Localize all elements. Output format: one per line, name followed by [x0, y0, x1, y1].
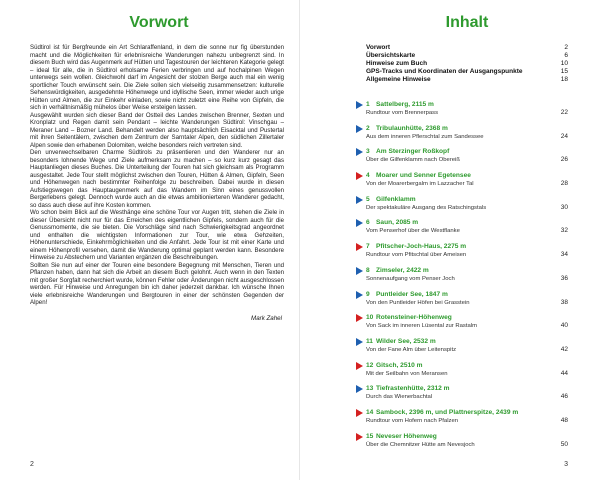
- toc-entry-detail: [366, 322, 568, 330]
- toc-entry-title: Moarer und Senner Egetensee: [376, 172, 471, 180]
- toc-entry-heading: [366, 242, 568, 251]
- toc-entry-title: Neveser Höhenweg: [376, 432, 437, 440]
- toc-entry-page: 24: [560, 132, 568, 140]
- toc-entry-number: 1: [366, 101, 370, 108]
- toc-entry-heading: [366, 124, 568, 133]
- toc-entry-detail: [366, 393, 568, 401]
- toc-entry-number: 2: [366, 124, 370, 132]
- toc-entry-heading: [366, 290, 568, 299]
- toc-entry-subtitle: Von den Puntleider Höfen bei Grasstein: [366, 299, 470, 306]
- tour-list: [366, 100, 568, 455]
- blue-triangle-icon: [356, 338, 363, 346]
- toc-entry-title: Pfitscher-Joch-Haus, 2275 m: [376, 243, 467, 251]
- front-matter-label: Hinweise zum Buch: [366, 60, 428, 67]
- toc-entry-heading: [366, 408, 568, 417]
- toc-entry-subtitle: Sonnenaufgang vom Penser Joch: [366, 275, 455, 282]
- toc-entry-subtitle: Der spektakuläre Ausgang des Ratschingstals: [366, 204, 487, 211]
- toc-entry-page: 44: [560, 369, 568, 377]
- toc-entry-heading: [366, 266, 568, 275]
- toc-entry-page: 42: [560, 345, 568, 353]
- front-matter-label: GPS-Tracks und Koordinaten der Ausgangspunkte: [366, 68, 523, 75]
- red-triangle-icon: [356, 433, 363, 441]
- toc-entry-page: 28: [560, 180, 568, 188]
- red-triangle-icon: [356, 243, 363, 251]
- toc-entry-detail: [366, 417, 568, 425]
- toc-entry-heading: [366, 313, 568, 322]
- blue-triangle-icon: [356, 196, 363, 204]
- toc-entry-page: 36: [560, 274, 568, 282]
- toc-entry[interactable]: [366, 432, 568, 456]
- toc-entry-detail: [366, 275, 568, 283]
- toc-entry-detail: [366, 227, 568, 235]
- foreword-paragraph: Südtirol ist für Bergfreunde ein Art Schlaraffenland, in dem die sonne nur fig überstunden macht und die Möglichkeiten für erlebnisreiche Wanderungen nahezu unbegrenzt sind. In diesem Buch wird das Augenmerk auf Hütten und Tagestouren der leichteren Kategorie gelegt – ideal für alle, die in Südtirol erholsame Ferien verbringen und auf hochalpinen Wegen unterwegs sein wollen. Gleichwohl darf im Angesicht der stolzen Berge auch mal ein wenig sportlicher Touch erwünscht sein. Die Ziele sollen sich vielseitig zusammensetzen: kulturelle Sehenswürdigkeiten, ausgedehnte Höhenwege und idyllische Seen, immer wieder auch urige Hütten und Almen, die zur Einkehr einladen, sowie nicht zuletzt eine Reihe von Gipfeln, die sich in verhältnismäßig mühelos über Weise ersteigen lassen.: [30, 44, 284, 111]
- front-matter-page: 6: [564, 52, 568, 59]
- toc-entry-number: 9: [366, 290, 370, 298]
- blue-triangle-icon: [356, 101, 363, 109]
- toc-entry-detail: [366, 299, 568, 307]
- front-matter-page: 10: [560, 60, 568, 67]
- toc-entry-number: 7: [366, 243, 370, 251]
- toc-entry-page: 26: [560, 156, 568, 164]
- toc-entry-subtitle: Durch das Wienerbachtal: [366, 394, 433, 401]
- toc-entry-detail: [366, 251, 568, 259]
- toc-entry-subtitle: Über die Chemnitzer Hütte am Nevesjoch: [366, 441, 475, 448]
- red-triangle-icon: [356, 409, 363, 417]
- toc-entry-page: 40: [560, 322, 568, 330]
- toc-entry-title: Sambock, 2396 m, und Plattnerspitze, 2439 m: [376, 408, 519, 416]
- blue-triangle-icon: [356, 219, 363, 227]
- front-matter-item[interactable]: [366, 68, 568, 76]
- front-matter-page: 2: [564, 44, 568, 51]
- toc-entry-subtitle: Rundtour vom Hofern nach Pfalzen: [366, 417, 459, 424]
- toc-entry[interactable]: [366, 124, 568, 148]
- toc-entry-heading: [366, 218, 568, 227]
- toc-entry-number: 12: [366, 361, 374, 369]
- toc-entry-title: Tribulaunhütte, 2368 m: [376, 124, 448, 132]
- toc-entry[interactable]: [366, 290, 568, 314]
- toc-entry-detail: [366, 156, 568, 164]
- toc-entry[interactable]: [366, 408, 568, 432]
- toc-entry-detail: [366, 441, 568, 449]
- front-matter-item[interactable]: [366, 52, 568, 60]
- toc-entry-subtitle: Über die Gilfenklamm nach Obereiß: [366, 157, 460, 164]
- page-title: Vorwort: [129, 14, 189, 31]
- toc-entry-title: Wilder See, 2532 m: [376, 337, 436, 345]
- toc-entry-number: 15: [366, 432, 374, 440]
- foreword-paragraph: Wo schon beim Blick auf die Westhänge eine schöne Tour vor Augen tritt, stehen die Ziele in dieser Übersicht nicht nur für das Erreichen des eigentlichen Gipfels, sondern auch für die Genussmomente, die sie bieten. Die Vorschläge sind nach Schwierigkeitsgrad angeordnet und enthalten die wichtigsten Informationen zur Tour, wie etwa Gehzeiten, Höhenunterschiede, Einkehrmöglichkeiten und die Anfahrt. Jede Tour ist mit einer Karte und einem Höhenprofil versehen, damit die Wanderung optimal geplant werden kann. Besondere Hinweise zu Abstechern und Varianten ergänzen die Beschreibungen.: [30, 209, 284, 261]
- page-title: Inhalt: [445, 14, 489, 31]
- toc-entry-title: Gitsch, 2510 m: [376, 361, 423, 369]
- toc-entry-heading: [366, 384, 568, 393]
- blue-triangle-icon: [356, 125, 363, 133]
- toc-entry-title: Saun, 2085 m: [376, 219, 419, 227]
- red-triangle-icon: [356, 362, 363, 370]
- toc-entry-page: 32: [560, 227, 568, 235]
- blue-triangle-icon: [356, 148, 363, 156]
- red-triangle-icon: [356, 314, 363, 322]
- toc-entry[interactable]: [366, 242, 568, 266]
- page-number-left: 2: [30, 461, 34, 468]
- toc-entry[interactable]: [366, 195, 568, 219]
- front-matter-item[interactable]: [366, 60, 568, 68]
- front-matter-item[interactable]: [366, 44, 568, 52]
- toc-entry-title: Sattelberg, 2115 m: [376, 101, 434, 108]
- toc-entry-heading: [366, 361, 568, 370]
- toc-entry[interactable]: [366, 171, 568, 195]
- right-page: [300, 0, 600, 480]
- toc-entry-title: Tiefrastenhütte, 2312 m: [376, 385, 450, 393]
- toc-entry-number: 6: [366, 219, 370, 227]
- toc-entry[interactable]: [366, 384, 568, 408]
- toc-entry-page: 22: [560, 109, 568, 116]
- blue-triangle-icon: [356, 385, 363, 393]
- toc-entry-detail: [366, 204, 568, 212]
- toc-entry-page: 48: [560, 416, 568, 424]
- toc-entry[interactable]: [366, 313, 568, 337]
- toc-entry-page: 50: [560, 440, 568, 448]
- front-matter-item[interactable]: [366, 76, 568, 84]
- toc-entry-heading: [366, 147, 568, 156]
- toc-entry-subtitle: Von Sack im inneren Lüsental zur Rastalm: [366, 323, 477, 330]
- blue-triangle-icon: [356, 267, 363, 275]
- toc-entry-title: Am Sterzinger Roßkopf: [376, 148, 450, 156]
- toc-entry[interactable]: [366, 147, 568, 171]
- toc-entry[interactable]: [366, 218, 568, 242]
- toc-entry-title: Gilfenklamm: [376, 195, 416, 203]
- toc-entry-detail: [366, 109, 568, 117]
- author-signature: Mark Zahel: [251, 314, 282, 322]
- toc-entry[interactable]: [366, 266, 568, 290]
- toc-entry-page: 34: [560, 251, 568, 259]
- toc-entry-page: 46: [560, 393, 568, 401]
- toc-entry-detail: [366, 370, 568, 378]
- toc-entry[interactable]: [366, 100, 568, 124]
- toc-entry-number: 5: [366, 195, 370, 203]
- front-matter-label: Vorwort: [366, 44, 391, 51]
- toc-entry[interactable]: [366, 361, 568, 385]
- toc-entry-subtitle: Rundtour vom Pfitschtal über Ameisen: [366, 252, 467, 259]
- toc-entry-heading: [366, 100, 568, 109]
- toc-entry-subtitle: Von der Moarerbergalm im Lazzacher Tal: [366, 181, 474, 188]
- toc-entry-subtitle: Von der Fane Alm über Leitenspitz: [366, 346, 457, 353]
- foreword-paragraph: Den unverwechselbaren Charme Südtirols zu präsentieren und den Wanderer nur an besonders lohnende Wege und Ziele aufmerksam zu machen – so kurz kurz gesagt das Hauptanliegen dieses Buches. Die Unterteilung der Touren hat sich gleichsam als Programm ausgestaltet. Jede Tour stellt möglichst zwischen den Touren, Hütten & Almen, Gipfeln, Seen und Höhenwegen nach bestimmter Reihenfolge zu beschreiben. Dabei wurde in diesen Aufstiegswegen das Hauptaugenmerk auf das Wandern im Sinn eines genussvollen Bergerlebens gelegt. Dennoch wurde auch an die etwas ambitionierteren Wanderer gedacht, so dass auch diese auf ihre Kosten kommen.: [30, 149, 284, 209]
- toc-entry-detail: [366, 180, 568, 188]
- front-matter-page: 15: [560, 68, 568, 75]
- toc-entry[interactable]: [366, 337, 568, 361]
- toc-entry-number: 11: [366, 337, 373, 345]
- toc-entry-subtitle: Mit der Seilbahn von Meransen: [366, 370, 448, 377]
- blue-triangle-icon: [356, 291, 363, 299]
- toc-entry-subtitle: Aus dem inneren Pflerschtal zum Sandessee: [366, 133, 484, 140]
- foreword-text: [30, 44, 284, 307]
- toc-entry-page: 38: [560, 298, 568, 306]
- toc-entry-detail: [366, 133, 568, 141]
- toc-entry-number: 10: [366, 314, 374, 322]
- toc-entry-heading: [366, 171, 568, 180]
- toc-entry-page: 30: [560, 203, 568, 211]
- toc-entry-heading: [366, 432, 568, 441]
- front-matter-label: Allgemeine Hinweise: [366, 76, 431, 83]
- toc-entry-subtitle: Vom Penserhof über die Westflanke: [366, 228, 460, 235]
- red-triangle-icon: [356, 172, 363, 180]
- toc-entry-heading: [366, 337, 568, 346]
- front-matter-list: [366, 44, 568, 84]
- toc-entry-number: 8: [366, 266, 370, 274]
- toc-entry-title: Rotensteiner-Höhenweg: [376, 314, 452, 322]
- front-matter-label: Übersichtskarte: [366, 52, 416, 59]
- front-matter-page: 18: [560, 76, 568, 83]
- toc-entry-title: Zimseler, 2422 m: [376, 266, 429, 274]
- foreword-paragraph: Ausgewählt wurden sich dieser Band der Ostteil des Landes zwischen Brenner, Sexten und Kronplatz und Regen damit sein Pendant – leichte Wanderungen Südtirol: Vinschgau – Meraner Land – Bozner Land. Behandelt werden also hauptsächlich Eisacktal und Pustertal mit ihren Seitentälern, zwischen dem Zentrum der Sarntaler Alpen, den südlichen Zillertaler Alpen sowie den erhabenen Dolomiten, welche besonders reich vertreten sind.: [30, 111, 284, 149]
- toc-entry-number: 14: [366, 408, 374, 416]
- toc-entry-subtitle: Rundtour vom Brennerpass: [366, 110, 439, 116]
- toc-entry-number: 3: [366, 148, 370, 156]
- toc-entry-number: 13: [366, 385, 374, 393]
- toc-entry-number: 4: [366, 172, 370, 180]
- foreword-paragraph: Sollten Sie nun auf einer der Touren eine besondere Begegnung mit Menschen, Tieren und Pflanzen haben, dann hat sich die Arbeit an diesem Buch gelohnt. Auch wenn in den Texten mit großer Sorgfalt recherchiert wurde, können Fehler oder Änderungen nicht ausgeschlossen werden. Für Hinweise und Anregungen bin ich daher jederzeit dankbar. Ich wünsche Ihnen viele erlebnisreiche Wanderungen und Bergtouren in einer der schönsten Gegenden der Alpen!: [30, 261, 284, 306]
- toc-entry-heading: [366, 195, 568, 204]
- toc-entry-detail: [366, 346, 568, 354]
- page-number-right: 3: [564, 461, 568, 468]
- toc-entry-title: Puntleider See, 1847 m: [376, 290, 448, 298]
